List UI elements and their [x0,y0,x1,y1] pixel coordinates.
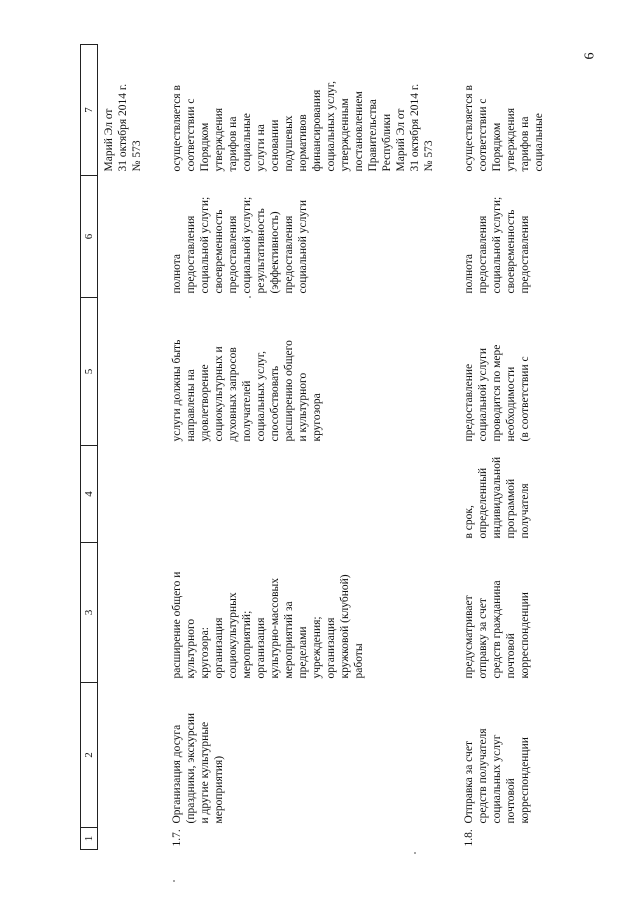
table-row [148,45,440,850]
cell-line: (эффективность) [269,211,281,294]
cell-line: определенный [477,467,489,539]
cell-line: своевременность [505,209,517,294]
col-header: 2 [81,683,98,828]
cell-line: полнота [171,253,183,294]
cell-line: удовлетворение [199,364,211,442]
cell-line: предусматривает [463,595,475,679]
cell-line: социокультурных и [213,346,225,442]
cell-line: услуги на [255,124,267,172]
cell-line: индивидуальной [491,456,503,539]
cell-line: Отправка за счет [463,741,475,824]
cell-line: подушевых [283,115,295,172]
cell-line: почтовой [505,633,517,679]
cell-line: необходимости [505,366,517,442]
cell-line: финансирования [311,89,323,172]
cell-line: Организация досуга [171,724,183,824]
col-header: 4 [81,446,98,543]
cell-line: Порядком [199,122,211,172]
provision-conditions [440,45,550,176]
col-header: 3 [81,543,98,683]
cell-line: социальные [533,113,545,172]
continuation-cell [98,45,149,176]
cell-line: работы [353,643,365,679]
cell-line: направлены на [185,369,197,442]
cell-line: пределами [297,626,309,679]
cell-line: корреспонденции [519,592,531,679]
cell-line: организация [255,617,267,679]
service-standard [440,298,550,446]
cell-line: социальной услуги; [241,196,253,294]
cell-line: социальной услуги [297,200,309,294]
service-description [148,543,440,683]
cell-line: № 573 [131,140,143,172]
cell-line: социальной услуги [477,348,489,442]
cell-line: социальные [241,113,253,172]
cell-line: услуги должны быть [171,339,183,442]
table-row [440,45,550,850]
cell-line: Марий Эл от [103,108,115,172]
cell-line: социальной услуги; [491,196,503,294]
cell-line: № 573 [423,140,435,172]
cell-line: кругозора: [199,627,211,679]
cell-line: постановлением [353,91,365,172]
cell-line: Порядком [491,122,503,172]
cell-line: предоставления [477,215,489,294]
page-number: 6 [582,52,598,60]
cell-line: мероприятий за [283,601,295,679]
rotated-table-wrapper [80,45,545,850]
cell-line: учреждения; [311,616,323,679]
cell-line: почтовой [505,778,517,824]
cell-line: культурно-массовых [269,578,281,679]
scan-speck [414,852,416,854]
cell-line: осуществляется в [171,85,183,172]
service-term [440,446,550,543]
services-table [80,44,550,850]
quality-indicators [148,176,440,298]
cell-line: мероприятия) [213,755,225,824]
service-description [440,543,550,683]
cell-line: социальных услуг, [255,351,267,442]
cell-line: получателя [519,483,531,539]
cell-line: предоставления [283,215,295,294]
cell-line: соответствии с [477,98,489,172]
cell-line: социальных услуг [491,734,503,824]
cell-line: 31 октября 2014 г. [117,83,129,172]
service-standard [148,298,440,446]
cell-line: в срок, [463,505,475,539]
cell-line: утвержденным [339,98,351,172]
cell-line: социокультурных [227,592,239,679]
col-header: 7 [81,45,98,176]
cell-line: кругозора [311,393,323,442]
cell-line: своевременность [213,209,225,294]
quality-indicators [440,176,550,298]
cell-line: мероприятий; [241,610,253,679]
cell-line: средств получателя [477,728,489,824]
provision-conditions [148,45,440,176]
cell-line: корреспонденции [519,737,531,824]
cell-line: Марий Эл от [395,108,407,172]
col-header: 6 [81,176,98,298]
service-name [148,683,440,828]
cell-line: предоставление [463,363,475,442]
cell-line: духовных запросов [227,347,239,442]
cell-line: осуществляется в [463,85,475,172]
cell-line: утверждения [213,108,225,172]
cell-line: Правительства [367,99,379,172]
table-header-row [81,45,98,850]
cell-line: проводится по мере [491,344,503,442]
cell-line: (праздники, экскурсии [185,712,197,824]
cell-line: организация [325,617,337,679]
cell-line: Республики [381,113,393,172]
cell-line: средств гражданина [491,580,503,679]
cell-line: и другие культурные [199,721,211,824]
cell-line: культурного [185,618,197,679]
cell-line: организация [213,617,225,679]
cell-line: социальных услуг, [325,81,337,172]
scan-speck [173,880,175,882]
cell-line: способствовать [269,365,281,442]
cell-line: результативность [255,208,267,294]
cell-line: предоставления [227,215,239,294]
cell-line: расширению общего [283,340,295,442]
cell-line: предоставления [519,215,531,294]
cell-line: основании [269,119,281,172]
row-number: 1.8. [463,829,475,847]
row-number: 1.7. [171,829,183,847]
cell-line: 31 октября 2014 г. [409,83,421,172]
service-term [148,446,440,543]
cell-line: программой [505,478,517,539]
cell-line: утверждения [505,108,517,172]
cell-line: и культурного [297,372,309,442]
cell-line: предоставления [185,215,197,294]
cell-line: расширение общего и [171,571,183,679]
col-header: 5 [81,298,98,446]
cell-line: нормативов [297,114,309,172]
cell-line: получателей [241,380,253,442]
cell-line: (в соответствии с [519,356,531,442]
cell-line: отправку за счет [477,598,489,679]
cell-line: кружковой (клубной) [339,574,351,679]
cell-line: тарифов на [227,116,239,172]
continuation-row [98,45,149,850]
cell-line: соответствии с [185,98,197,172]
cell-line: полнота [463,253,475,294]
col-header: 1 [81,828,98,850]
cell-line: социальной услуги; [199,196,211,294]
service-name [440,683,550,828]
cell-line: тарифов на [519,116,531,172]
